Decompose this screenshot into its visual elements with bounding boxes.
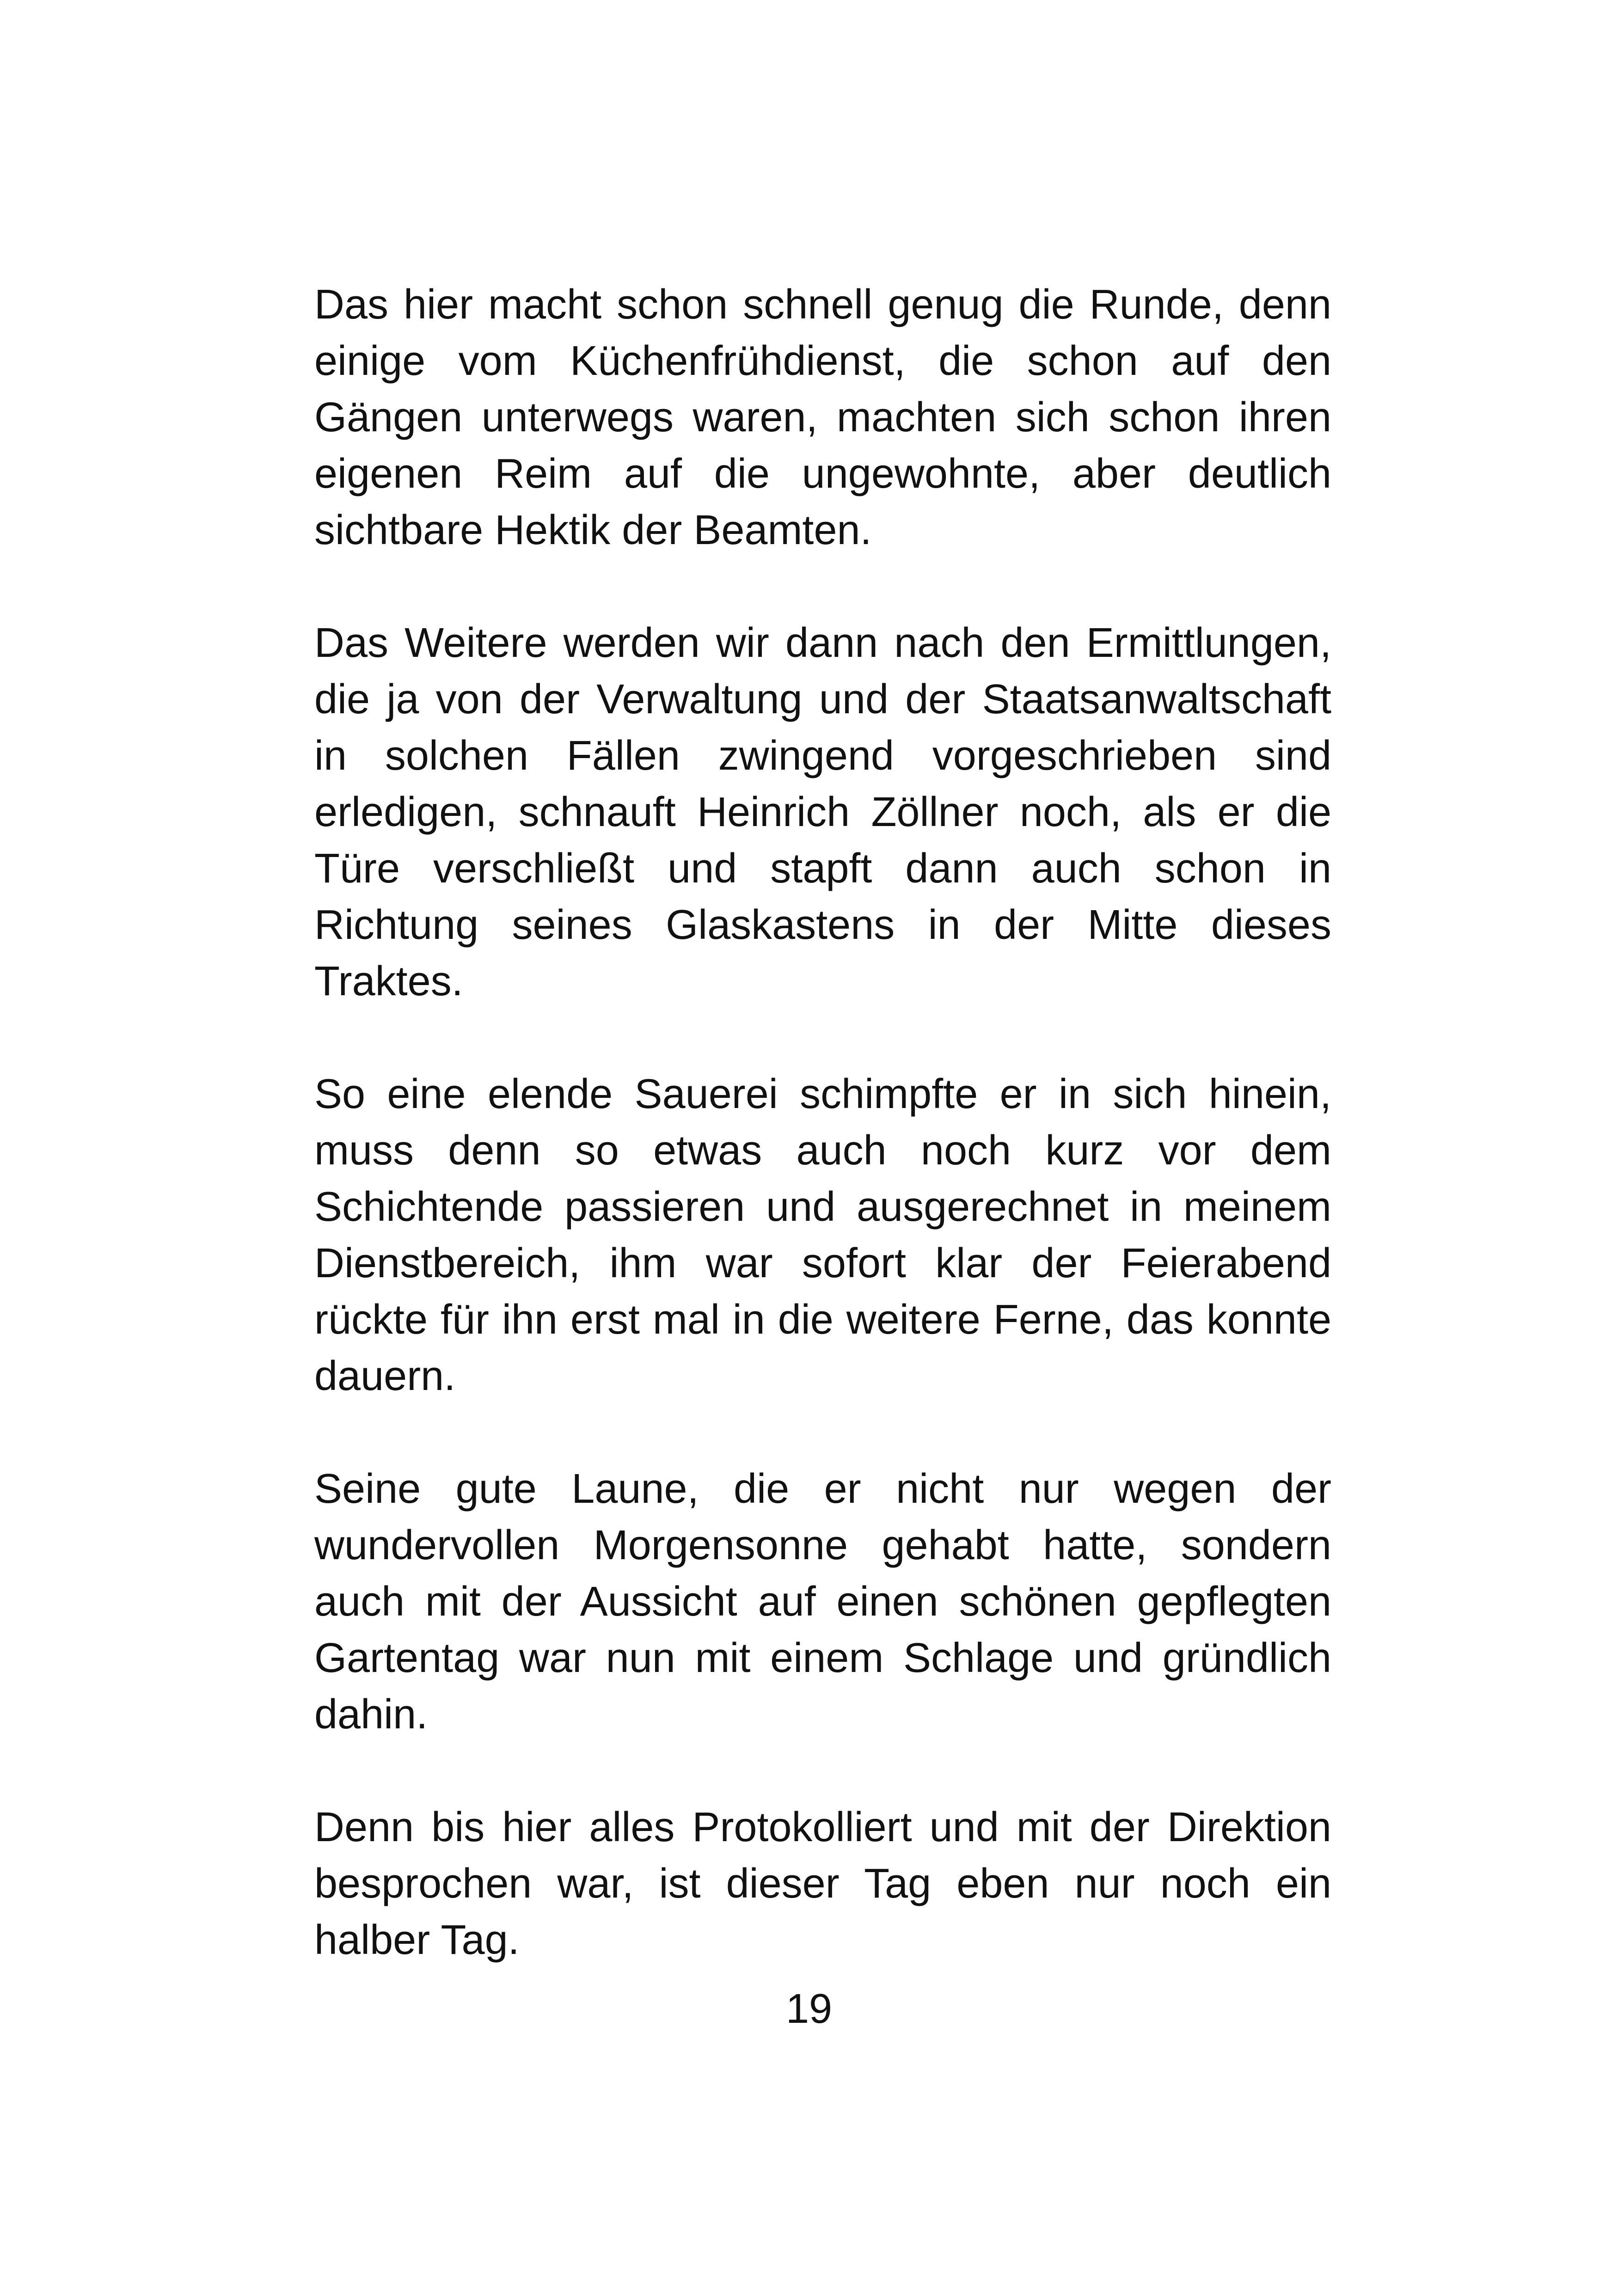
paragraph-3: So eine elende Sauerei schimpfte er in sich hinein, muss denn so etwas auch noch kurz vor dem Schichtende passieren und ausgerechnet in meinem Dienstbereich, ihm war sofort klar der Feierabend rückte für ihn erst mal in die weitere Ferne, das konnte dauern. (314, 1071, 1331, 1399)
paragraph-1: Das hier macht schon schnell genug die Runde, denn einige vom Küchenfrühdienst, die schon auf den Gängen unterwegs waren, machten sich schon ihren eigenen Reim auf die ungewohnte, aber deutlich sichtbare Hektik der Beamten. (314, 282, 1331, 553)
body-text (314, 276, 1331, 1968)
paragraph-2: Das Weitere werden wir dann nach den Ermittlungen, die ja von der Verwaltung und der Staatsanwaltschaft in solchen Fällen zwingend vorgeschrieben sind erledigen, schnauft Heinrich Zöllner noch, als er die Türe verschließt und stapft dann auch schon in Richtung seines Glaskastens in der Mitte dieses Traktes. (314, 620, 1331, 1004)
paragraph-4: Seine gute Laune, die er nicht nur wegen der wundervollen Morgensonne gehabt hatte, sondern auch mit der Aussicht auf einen schönen gepflegten Gartentag war nun mit einem Schlage und gründlich dahin. (314, 1466, 1331, 1738)
paragraph-5: Denn bis hier alles Protokolliert und mit der Direktion besprochen war, ist dieser Tag eben nur noch ein halber Tag. (314, 1804, 1331, 1963)
page-number: 19 (785, 1986, 833, 2032)
